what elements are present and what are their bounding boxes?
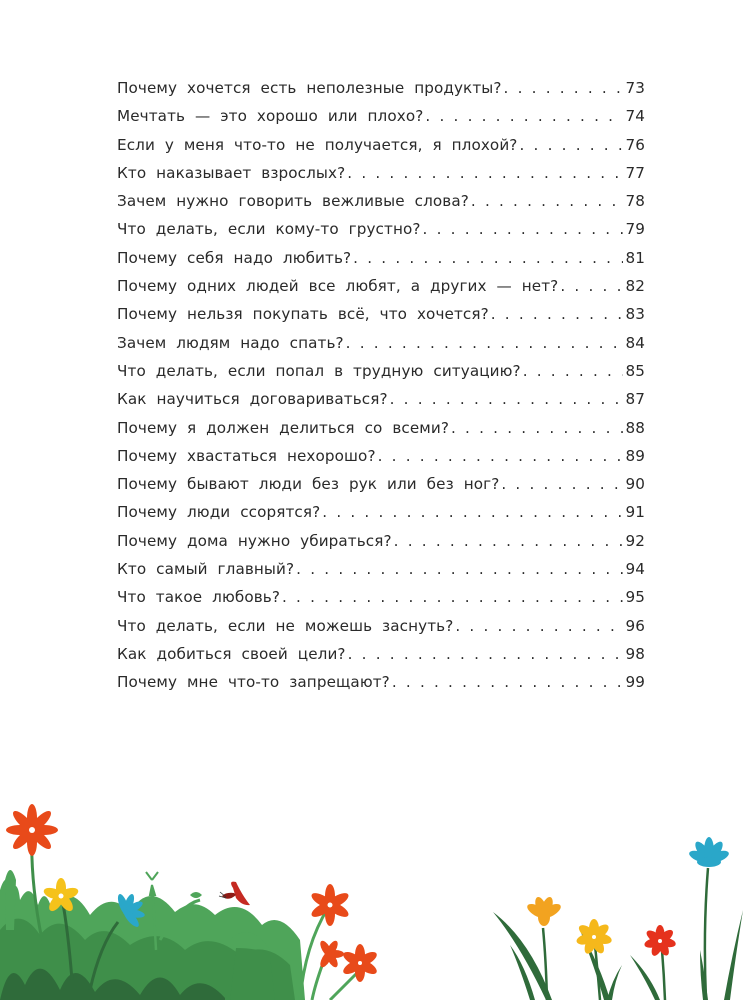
toc-entry[interactable] (117, 192, 645, 220)
toc-entry-page: 88 (625, 418, 645, 437)
toc-entry-title: Зачем людям надо спать? (117, 333, 344, 352)
toc-leader-dots (394, 532, 624, 550)
toc-entry[interactable] (117, 503, 645, 531)
toc-entry-page: 73 (625, 79, 645, 97)
toc-leader-dots (348, 645, 624, 663)
toc-leader-dots (519, 136, 623, 154)
toc-entry[interactable] (117, 164, 645, 192)
toc-leader-dots (423, 220, 624, 238)
toc-entry-page: 78 (625, 192, 645, 211)
toc-entry-title: Почему дома нужно убираться? (117, 531, 392, 550)
toc-leader-dots (346, 334, 624, 352)
toc-entry[interactable] (117, 249, 645, 277)
toc-entry-page: 79 (625, 220, 645, 239)
toc-entry[interactable] (117, 532, 645, 560)
blue-flower-icon (688, 837, 731, 1000)
toc-leader-dots (504, 79, 624, 97)
toc-leader-dots (282, 588, 623, 606)
toc-entry[interactable] (117, 419, 645, 447)
toc-entry[interactable] (117, 617, 645, 645)
toc-entry[interactable] (117, 305, 645, 333)
toc-entry[interactable] (117, 277, 645, 305)
toc-leader-dots (501, 475, 623, 493)
toc-entry-page: 91 (625, 503, 645, 522)
toc-entry-page: 76 (625, 135, 645, 154)
toc-entry-page: 90 (625, 475, 645, 494)
toc-leader-dots (392, 673, 624, 691)
toc-entry-title: Почему хочется есть неполезные продукты? (117, 79, 502, 97)
toc-entry-title: Мечтать — это хорошо или плохо? (117, 107, 424, 126)
toc-entry-title: Почему хвастаться нехорошо? (117, 446, 376, 465)
toc-entry-page: 99 (625, 673, 645, 692)
toc-entry[interactable] (117, 645, 645, 673)
toc-leader-dots (347, 164, 623, 182)
butterfly-icon (219, 882, 250, 906)
toc-entry-title: Кто самый главный? (117, 560, 295, 579)
toc-entry-page: 82 (625, 277, 645, 296)
toc-entry-title: Почему люди ссорятся? (117, 503, 321, 522)
toc-entry-title: Что делать, если не можешь заснуть? (117, 616, 454, 635)
red-flower-icon (643, 925, 676, 1000)
toc-leader-dots (296, 560, 623, 578)
toc-leader-dots (390, 390, 624, 408)
toc-entry-title: Как добиться своей цели? (117, 644, 346, 663)
toc-entry-title: Зачем нужно говорить вежливые слова? (117, 192, 469, 211)
toc-entry[interactable] (117, 390, 645, 418)
toc-entry[interactable] (117, 362, 645, 390)
toc-entry-page: 98 (625, 644, 645, 663)
toc-entry[interactable] (117, 475, 645, 503)
toc-leader-dots (560, 277, 623, 295)
toc-entry-title: Как научиться договариваться? (117, 390, 388, 409)
toc-entry-title: Что делать, если попал в трудную ситуацию? (117, 361, 521, 380)
toc-entry[interactable] (117, 447, 645, 475)
toc-entry[interactable] (117, 220, 645, 248)
toc-leader-dots (523, 362, 624, 380)
toc-entry-page: 77 (625, 163, 645, 182)
toc-entry-title: Почему бывают люди без рук или без ног? (117, 475, 500, 494)
toc-entry-page: 84 (625, 333, 645, 352)
toc-entry-page: 87 (625, 390, 645, 409)
toc-leader-dots (471, 192, 624, 210)
flower-meadow-illustration (0, 770, 755, 1000)
toc-leader-dots (322, 503, 623, 521)
toc-leader-dots (425, 107, 623, 125)
toc-entry-page: 81 (625, 248, 645, 267)
toc-leader-dots (451, 419, 623, 437)
toc-entry[interactable] (117, 79, 645, 107)
toc-entry-title: Что такое любовь? (117, 588, 280, 607)
toc-entry-title: Почему одних людей все любят, а других — нет? (117, 277, 559, 296)
toc-entry[interactable] (117, 136, 645, 164)
toc-entry-page: 95 (625, 588, 645, 607)
toc-entry-title: Что делать, если кому-то грустно? (117, 220, 421, 239)
toc-entry-title: Почему мне что-то запрещают? (117, 673, 390, 692)
toc-entry-page: 85 (625, 361, 645, 380)
toc-entry-page: 96 (625, 616, 645, 635)
toc-entry-title: Если у меня что-то не получается, я плохой? (117, 135, 518, 154)
toc-leader-dots (353, 249, 623, 267)
toc-entry-page: 94 (625, 560, 645, 579)
toc-entry-title: Почему себя надо любить? (117, 248, 352, 267)
table-of-contents (117, 79, 645, 702)
toc-entry[interactable] (117, 673, 645, 701)
toc-leader-dots (491, 305, 624, 323)
orange-flower-icon (300, 884, 379, 1000)
toc-entry[interactable] (117, 334, 645, 362)
toc-entry-page: 74 (625, 107, 645, 126)
toc-entry-page: 89 (625, 446, 645, 465)
toc-leader-dots (378, 447, 624, 465)
toc-entry[interactable] (117, 560, 645, 588)
toc-entry-title: Почему я должен делиться со всеми? (117, 418, 449, 437)
toc-entry-page: 83 (625, 305, 645, 324)
toc-entry-title: Кто наказывает взрослых? (117, 163, 346, 182)
toc-entry-page: 92 (625, 531, 645, 550)
toc-leader-dots (455, 617, 623, 635)
toc-entry[interactable] (117, 588, 645, 616)
toc-entry-title: Почему нельзя покупать всё, что хочется? (117, 305, 489, 324)
toc-entry[interactable] (117, 107, 645, 135)
